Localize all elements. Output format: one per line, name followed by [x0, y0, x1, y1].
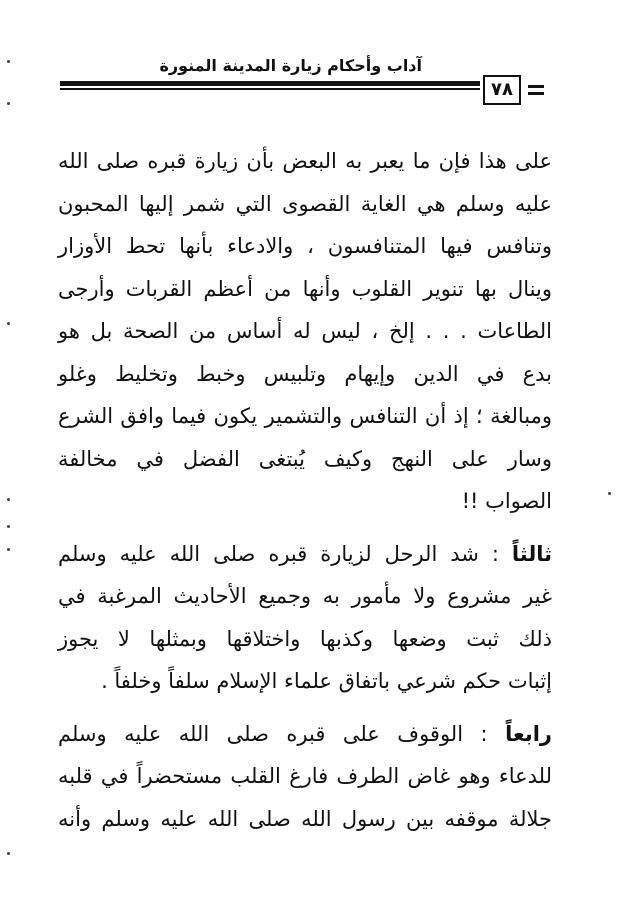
text-line: الصواب !! — [461, 489, 552, 513]
running-title: آداب وأحكام زيارة المدينة المنورة — [159, 56, 422, 75]
paragraph-3 — [58, 713, 552, 841]
text-line: وينال بها تنوير القلوب وأنها من أعظم القربات وأرجى — [58, 276, 552, 301]
header-marker-top — [528, 85, 544, 88]
text-line: وسار على النهج وكيف يُبتغى الفضل في مخالفة — [58, 446, 552, 471]
text-line: جلالة موقفه بين رسول الله صلى الله عليه وسلم وأنه — [58, 806, 552, 831]
text-line: إثبات حكم شرعي باتفاق علماء الإسلام سلفاً وخلفاً . — [101, 669, 552, 693]
text-line — [58, 713, 552, 756]
body-text — [58, 140, 552, 840]
scan-mark — [7, 852, 10, 855]
header-rule-thin — [60, 88, 480, 90]
scan-mark — [7, 322, 10, 325]
page-number-box — [483, 75, 521, 105]
scan-mark — [608, 492, 611, 495]
text-line: بدع في الدين وإيهام وتلبيس وخبط وتخليط وغلو — [58, 361, 552, 386]
text-line: للدعاء وهو غاض الطرف فارغ القلب مستحضراً في قلبه — [58, 764, 552, 788]
paragraph-2 — [58, 533, 552, 703]
page-header — [60, 55, 552, 115]
scan-mark — [7, 102, 10, 105]
scan-mark — [7, 525, 10, 528]
text-line: غير مشروع ولا مأمور به وجميع الأحاديث المرغبة في — [58, 584, 552, 608]
paragraph-lead: رابعاً — [505, 721, 552, 746]
paragraph-lead: ثالثاً — [511, 541, 552, 566]
text-line: ومبالغة ؛ إذ أن التنافس والتشمير يكون فيما وافق الشرع — [58, 404, 552, 428]
header-rule-thick — [60, 81, 480, 86]
scan-mark — [7, 498, 10, 501]
text-line: عليه وسلم هي الغاية القصوى التي شمر إليها المحبون — [58, 191, 552, 216]
scan-mark — [7, 60, 10, 63]
page-number: ٧٨ — [491, 79, 513, 100]
text-line: ذلك ثبت وضعها وكذبها واختلاقها وبمثلها لا يجوز — [58, 626, 552, 651]
text-line: على هذا فإن ما يعبر به البعض بأن زيارة قبره صلى الله — [58, 149, 552, 173]
paragraph-1 — [58, 140, 552, 523]
text-line-rest: : الوقوف على قبره صلى الله عليه وسلم — [58, 721, 506, 746]
text-line: وتنافس فيها المتنافسون ، والادعاء بأنها تحط الأوزار — [58, 234, 552, 258]
header-marker-bottom — [528, 92, 544, 95]
text-line — [58, 533, 552, 576]
scan-mark — [7, 548, 10, 551]
text-line: الطاعات . . . إلخ ، ليس له أساس من الصحة بل هو — [58, 319, 552, 343]
text-line-rest: : شد الرحل لزيارة قبره صلى الله عليه وسلم — [58, 541, 512, 566]
